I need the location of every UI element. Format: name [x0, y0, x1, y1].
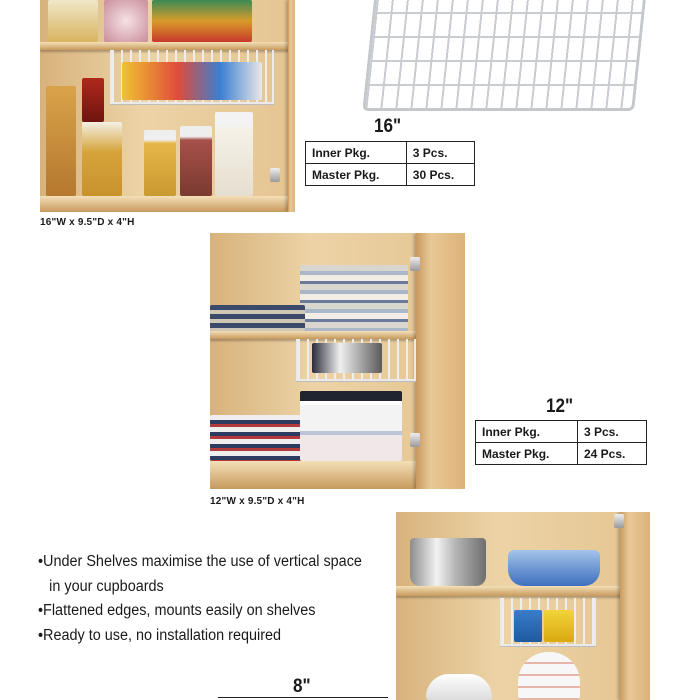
feature-item: in your cupboards [49, 577, 164, 595]
table-row [306, 142, 475, 164]
pkg-label: Inner Pkg. [306, 142, 407, 164]
kitchen-cabinet-photo [396, 512, 650, 700]
table-row [476, 421, 647, 443]
dimensions-16: 16"W x 9.5"D x 4"H [40, 217, 135, 228]
feature-item: •Ready to use, no installation required [38, 626, 282, 644]
wire-basket-product-image [362, 0, 646, 111]
pkg-label: Master Pkg. [306, 164, 407, 186]
pkg-value: 24 Pcs. [577, 443, 646, 465]
pantry-cabinet-photo [40, 0, 295, 212]
packaging-table-12 [475, 420, 647, 465]
steel-pot [410, 538, 486, 586]
blue-casserole [508, 550, 600, 586]
size-label-12: 12" [546, 396, 574, 417]
pkg-value: 3 Pcs. [406, 142, 474, 164]
pkg-value: 3 Pcs. [577, 421, 646, 443]
feature-list [38, 550, 362, 648]
size-label-8: 8" [293, 676, 311, 697]
packaging-table-16 [305, 141, 475, 186]
packaging-table-8-top-border [218, 697, 388, 698]
pkg-value: 30 Pcs. [406, 164, 474, 186]
size-label-16: 16" [374, 116, 402, 137]
clothes-cabinet-photo [210, 233, 465, 489]
pkg-label: Inner Pkg. [476, 421, 578, 443]
feature-item: •Under Shelves maximise the use of vertical space [38, 553, 362, 570]
pkg-label: Master Pkg. [476, 443, 578, 465]
feature-item: •Flattened edges, mounts easily on shelves [38, 602, 316, 619]
table-row [476, 443, 647, 465]
table-row [306, 164, 475, 186]
dimensions-12: 12"W x 9.5"D x 4"H [210, 496, 305, 507]
